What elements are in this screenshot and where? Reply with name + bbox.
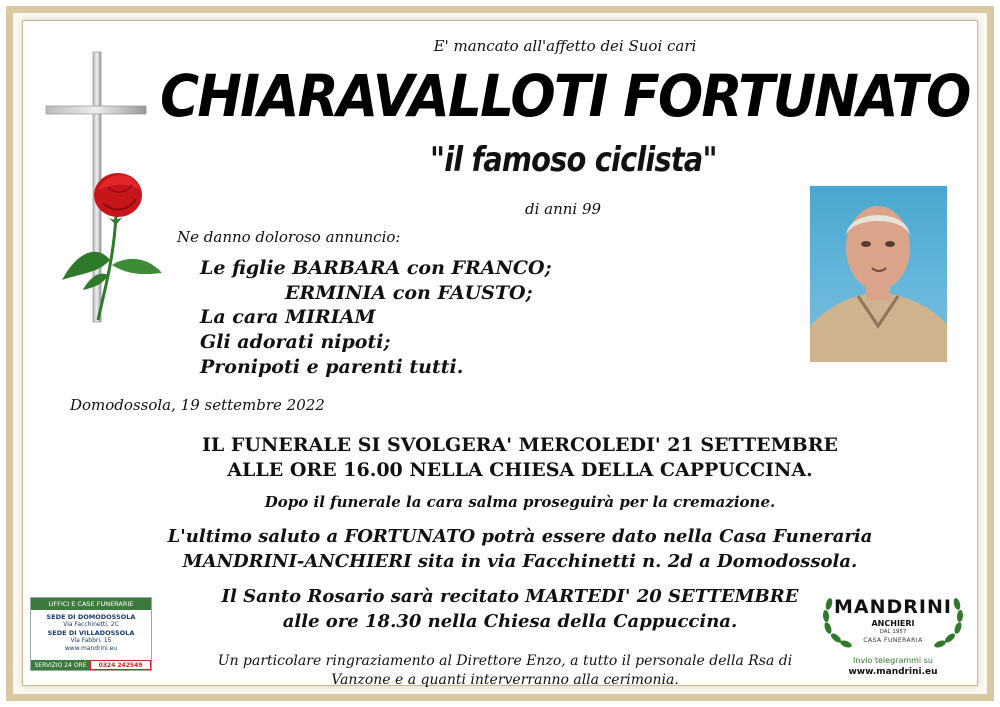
age: di anni 99	[525, 200, 602, 218]
funeral-home-ad	[30, 597, 152, 671]
ad-sede-title: SEDE DI VILLADOSSOLA	[47, 629, 135, 637]
announce-text: Ne danno doloroso annuncio:	[177, 228, 401, 246]
logo-sub: ANCHIERI	[871, 619, 915, 628]
greeting-line: L'ultimo saluto a FORTUNATO potrà essere dato nella Casa Funeraria	[167, 526, 873, 547]
funeral-info	[0, 433, 1000, 483]
family-line: ERMINIA con FAUSTO;	[285, 282, 533, 304]
place-date: Domodossola, 19 settembre 2022	[70, 396, 325, 414]
intro-text: E' mancato all'affetto dei Suoi cari	[433, 37, 697, 55]
ad-sede-title: SEDE DI DOMODOSSOLA	[46, 613, 136, 621]
deceased-name: CHIARAVALLOTI FORTUNATO	[160, 62, 970, 130]
family-line: Pronipoti e parenti tutti.	[200, 356, 464, 378]
family-line: Le figlie BARBARA con FRANCO;	[200, 257, 552, 279]
ad-website: www.mandrini.eu	[64, 645, 118, 652]
cremation-info: Dopo il funerale la cara salma proseguirà per la cremazione.	[264, 493, 776, 511]
nickname: "il famoso ciclista"	[430, 140, 717, 180]
thanks-line: Vanzone e a quanti interverranno alla cerimonia.	[331, 672, 679, 688]
portrait-photo	[810, 186, 947, 362]
logo-brand: MANDRINI	[834, 596, 952, 618]
ad-phone: 0324 242549	[90, 660, 151, 670]
thanks-line: Un particolare ringraziamento al Direttore Enzo, a tutto il personale della Rsa di	[217, 653, 793, 669]
ad-sede-address: Via Fabbri, 15	[70, 637, 112, 644]
logo-telegram: Invio telegrammi su	[853, 656, 933, 665]
rosary-line: Il Santo Rosario sarà recitato MARTEDI' 20 SETTEMBRE	[221, 586, 799, 607]
logo-type: CASA FUNERARIA	[863, 637, 923, 644]
logo-since: DAL 1957	[879, 629, 907, 635]
family-line: Gli adorati nipoti;	[200, 331, 391, 353]
rose-icon	[58, 165, 168, 325]
ad-sede-address: Via Facchinetti, 2C	[63, 621, 119, 628]
funeral-line: ALLE ORE 16.00 NELLA CHIESA DELLA CAPPUCCINA.	[227, 459, 813, 481]
logo-url: www.mandrini.eu	[848, 667, 938, 677]
greeting-info	[0, 524, 1000, 574]
funeral-home-logo	[818, 588, 968, 680]
ad-header: UFFICI E CASE FUNERARIE	[31, 598, 151, 610]
greeting-line: MANDRINI-ANCHIERI sita in via Facchinetti n. 2d a Domodossola.	[182, 551, 858, 572]
rosary-line: alle ore 18.30 nella Chiesa della Cappuccina.	[282, 611, 738, 632]
family-line: La cara MIRIAM	[200, 306, 376, 328]
funeral-line: IL FUNERALE SI SVOLGERA' MERCOLEDI' 21 SETTEMBRE	[201, 434, 838, 456]
ad-service: SERVIZIO 24 ORE	[31, 660, 90, 670]
